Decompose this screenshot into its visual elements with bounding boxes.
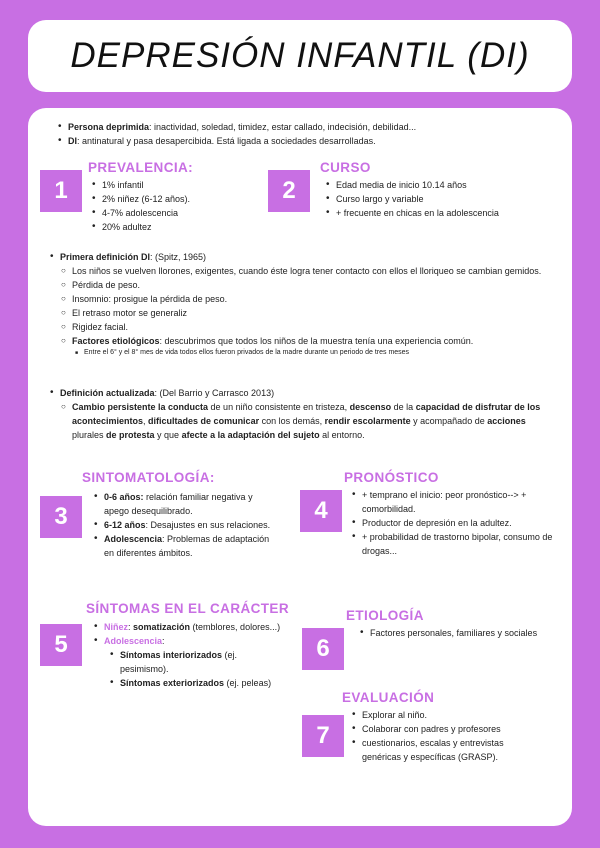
pronostico-list — [350, 488, 562, 558]
list-item — [48, 386, 558, 442]
bold-text: Adolescencia — [104, 534, 163, 544]
list-item: • Adolescencia: • Síntomas interiorizados (ej. pesimismo). • Síntomas exteriorizados (ej. peleas) — [92, 634, 282, 690]
bold-text: 0-6 años: — [104, 492, 144, 502]
section-number-7: 7 — [302, 715, 344, 757]
intro-text: : antinatural y pasa desapercibida. Está ligada a sociedades desarrolladas. — [77, 136, 376, 146]
text: y acompañado de — [410, 416, 488, 426]
list-item: • Edad media de inicio 10.14 años — [324, 178, 564, 192]
list-item: ○ Rigidez facial. — [60, 320, 558, 334]
list-item: • + temprano el inicio: peor pronóstico--> + comorbilidad. — [350, 488, 562, 516]
evaluacion-heading: EVALUACIÓN — [342, 690, 435, 705]
title-card — [28, 20, 572, 92]
list-item: ○ El retraso motor se generaliz — [60, 306, 558, 320]
bold-text: rendir escolarmente — [324, 416, 411, 426]
text: al entorno. — [319, 430, 365, 440]
primera-source: : (Spitz, 1965) — [150, 252, 207, 262]
list-item: • 20% adultez — [90, 220, 250, 234]
content-card — [28, 108, 572, 826]
bold-text: acciones — [487, 416, 526, 426]
text: de un niño consistente en tristeza, — [208, 402, 350, 412]
list-item: • Productor de depresión en la adultez. — [350, 516, 562, 530]
section-number-3: 3 — [40, 496, 82, 538]
primera-term: Primera definición DI — [60, 252, 151, 262]
page-title: DEPRESIÓN INFANTIL (DI) — [70, 36, 530, 75]
text: (temblores, dolores...) — [190, 622, 281, 632]
actualizada-term: Definición actualizada — [60, 388, 155, 398]
text: : Desajustes en sus relaciones. — [145, 520, 271, 530]
section-number-2: 2 — [268, 170, 310, 212]
list-item — [60, 400, 558, 442]
text: (ej. pesimismo). — [120, 650, 238, 674]
list-item: • 1% infantil — [90, 178, 250, 192]
list-item — [48, 250, 558, 358]
prevalencia-heading: PREVALENCIA: — [88, 160, 194, 175]
text: con los demás, — [259, 416, 325, 426]
bold-text: dificultades de comunicar — [148, 416, 260, 426]
list-item: • Factores personales, familiares y sociales — [358, 626, 568, 640]
bold-text: capacidad de disfrutar de los acontecimientos — [72, 402, 541, 426]
primera-definicion — [48, 250, 558, 358]
bold-text: Síntomas interiorizados — [120, 650, 223, 660]
list-item: • Niñez: somatización (temblores, dolores...) — [92, 620, 282, 634]
list-item: • 2% niñez (6-12 años). — [90, 192, 250, 206]
intro-term: DI — [68, 136, 77, 146]
definicion-actualizada — [48, 386, 558, 442]
bold-text: Cambio persistente la conducta — [72, 402, 209, 412]
list-item: • cuestionarios, escalas y entrevistas genéricas y específicas (GRASP). — [350, 736, 540, 764]
evaluacion-list — [350, 708, 540, 764]
pronostico-heading: PRONÓSTICO — [344, 470, 439, 485]
bold-text: de protesta — [106, 430, 155, 440]
list-item — [92, 518, 272, 532]
list-item — [56, 134, 556, 148]
text: (ej. peleas) — [224, 678, 272, 688]
list-item: • + frecuente en chicas en la adolescencia — [324, 206, 564, 220]
sintomatologia-heading: SINTOMATOLOGÍA: — [82, 470, 215, 485]
list-item — [60, 334, 558, 358]
adolescencia-label: Adolescencia — [104, 636, 163, 646]
curso-heading: CURSO — [320, 160, 371, 175]
factores-sublist — [72, 348, 558, 358]
list-item: • Explorar al niño. — [350, 708, 540, 722]
actualizada-source: : (Del Barrio y Carrasco 2013) — [154, 388, 275, 398]
section-number-6: 6 — [302, 628, 344, 670]
list-item: ■ Entre el 6° y el 8° mes de vida todos ellos fueron privados de la madre durante un periodo de tres meses — [72, 348, 558, 358]
caracter-heading: SÍNTOMAS EN EL CARÁCTER — [86, 601, 289, 616]
list-item: • Curso largo y variable — [324, 192, 564, 206]
primera-sublist — [60, 264, 558, 358]
list-item — [92, 490, 272, 518]
factores-term: Factores etiológicos — [72, 336, 160, 346]
list-item — [108, 648, 286, 676]
intro-term: Persona deprimida — [68, 122, 150, 132]
text: : Problemas de adaptación en diferentes ámbitos. — [104, 534, 270, 558]
bold-text: somatización — [133, 622, 191, 632]
factores-text: : descubrimos que todos los niños de la muestra tenía una experiencia común. — [159, 336, 474, 346]
sintomatologia-list — [92, 490, 272, 560]
actualizada-sublist — [60, 400, 558, 442]
list-item: • 4-7% adolescencia — [90, 206, 250, 220]
list-item: ○ Los niños se vuelven llorones, exigentes, cuando éste logra tener contacto con ellos el lloriqueo se cambian gemidos. — [60, 264, 558, 278]
caracter-sublist — [108, 648, 286, 690]
bold-text: 6-12 años — [104, 520, 146, 530]
list-item — [56, 120, 556, 134]
list-item: ○ Insomnio: prosigue la pérdida de peso. — [60, 292, 558, 306]
section-number-4: 4 — [300, 490, 342, 532]
curso-list — [324, 178, 564, 220]
intro-text: : inactividad, soledad, timidez, estar callado, indecisión, debilidad... — [149, 122, 417, 132]
text: y que — [154, 430, 182, 440]
text: relación familiar negativa y apego desequilibrado. — [104, 492, 253, 516]
list-item: • + probabilidad de trastorno bipolar, consumo de drogas... — [350, 530, 562, 558]
etiologia-list — [358, 626, 568, 640]
prevalencia-list — [90, 178, 250, 234]
list-item — [92, 532, 272, 560]
bold-text: Síntomas exteriorizados — [120, 678, 225, 688]
bold-text: afecte a la adaptación del sujeto — [181, 430, 320, 440]
list-item: ○ Pérdida de peso. — [60, 278, 558, 292]
section-number-5: 5 — [40, 624, 82, 666]
ninez-label: Niñez — [104, 622, 129, 632]
text: , — [143, 416, 149, 426]
etiologia-heading: ETIOLOGÍA — [346, 608, 424, 623]
text: de la — [391, 402, 416, 412]
section-number-1: 1 — [40, 170, 82, 212]
list-item — [108, 676, 286, 690]
text: plurales — [72, 430, 107, 440]
bold-text: descenso — [349, 402, 392, 412]
list-item: • Colaborar con padres y profesores — [350, 722, 540, 736]
caracter-list — [92, 620, 282, 690]
intro-list — [56, 120, 556, 148]
